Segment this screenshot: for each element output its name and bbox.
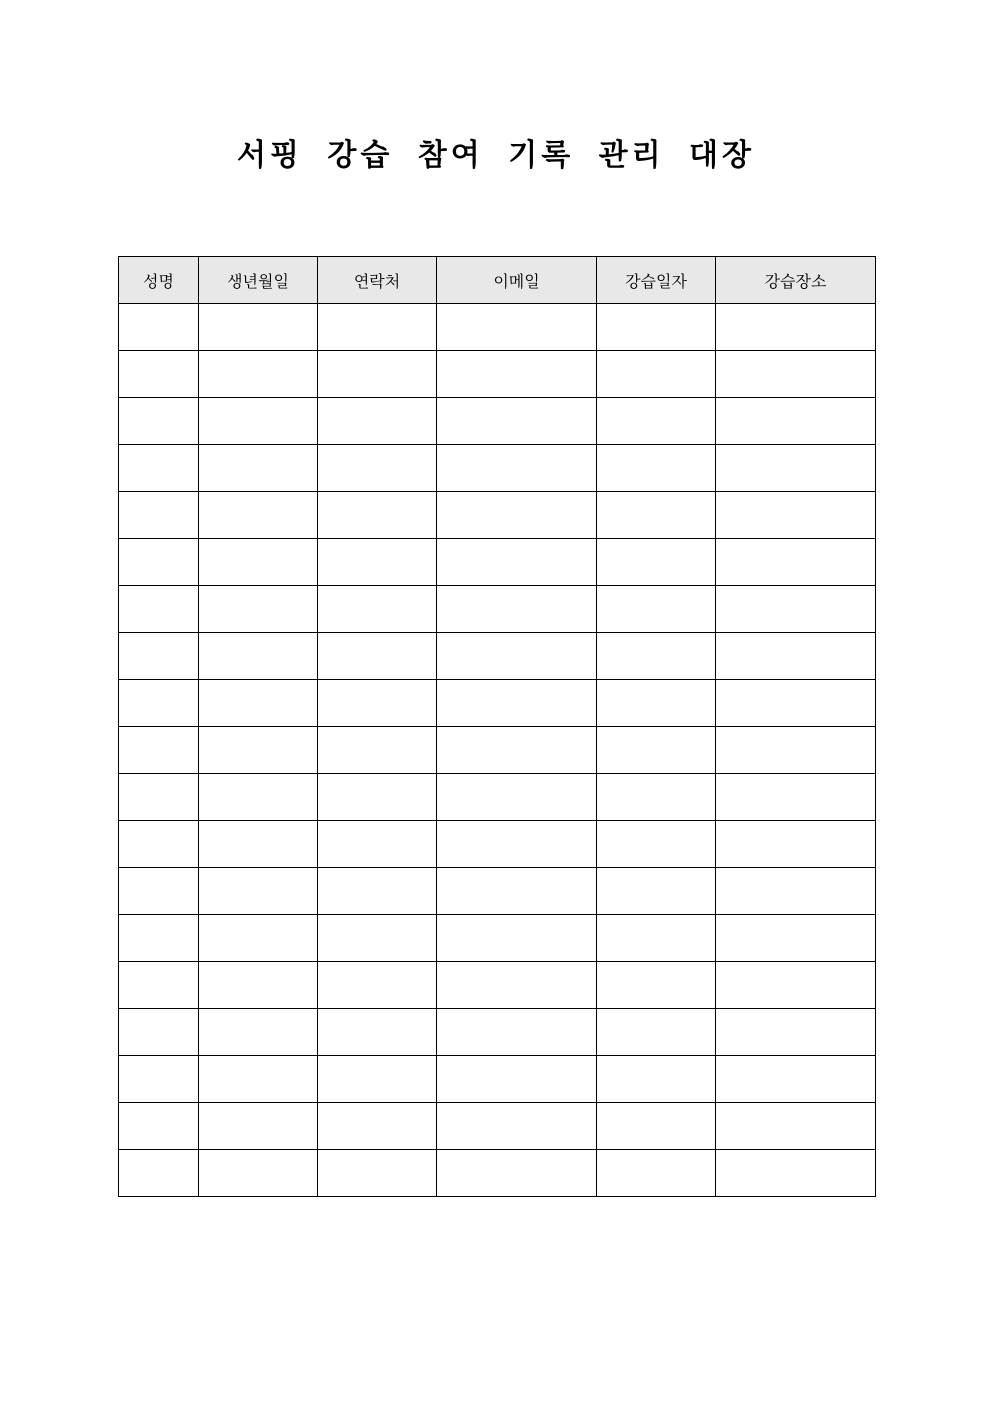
birthdate-cell[interactable] bbox=[199, 351, 318, 398]
lesson-location-cell[interactable] bbox=[716, 351, 876, 398]
name-cell[interactable] bbox=[119, 868, 199, 915]
lesson-location-cell[interactable] bbox=[716, 492, 876, 539]
contact-cell[interactable] bbox=[318, 586, 437, 633]
contact-cell[interactable] bbox=[318, 915, 437, 962]
contact-cell[interactable] bbox=[318, 680, 437, 727]
lesson-location-cell[interactable] bbox=[716, 304, 876, 351]
table-row bbox=[119, 398, 876, 445]
column-header-email: 이메일 bbox=[437, 257, 597, 304]
lesson-date-cell[interactable] bbox=[597, 821, 716, 868]
birthdate-cell[interactable] bbox=[199, 304, 318, 351]
contact-cell[interactable] bbox=[318, 1150, 437, 1197]
column-header-birthdate: 생년월일 bbox=[199, 257, 318, 304]
table-row bbox=[119, 351, 876, 398]
contact-cell[interactable] bbox=[318, 351, 437, 398]
email-cell[interactable] bbox=[437, 633, 597, 680]
column-header-lesson-date: 강습일자 bbox=[597, 257, 716, 304]
contact-cell[interactable] bbox=[318, 492, 437, 539]
contact-cell[interactable] bbox=[318, 1009, 437, 1056]
contact-cell[interactable] bbox=[318, 539, 437, 586]
birthdate-cell[interactable] bbox=[199, 868, 318, 915]
table-header-row bbox=[119, 257, 876, 304]
lesson-location-cell[interactable] bbox=[716, 1150, 876, 1197]
email-cell[interactable] bbox=[437, 868, 597, 915]
lesson-location-cell[interactable] bbox=[716, 539, 876, 586]
lesson-date-cell[interactable] bbox=[597, 1009, 716, 1056]
table-row bbox=[119, 1056, 876, 1103]
email-cell[interactable] bbox=[437, 774, 597, 821]
name-cell[interactable] bbox=[119, 727, 199, 774]
contact-cell[interactable] bbox=[318, 868, 437, 915]
lesson-date-cell[interactable] bbox=[597, 1056, 716, 1103]
birthdate-cell[interactable] bbox=[199, 774, 318, 821]
lesson-location-cell[interactable] bbox=[716, 774, 876, 821]
email-cell[interactable] bbox=[437, 1009, 597, 1056]
column-header-name: 성명 bbox=[119, 257, 199, 304]
lesson-location-cell[interactable] bbox=[716, 1009, 876, 1056]
name-cell[interactable] bbox=[119, 1103, 199, 1150]
table-row bbox=[119, 304, 876, 351]
lesson-date-cell[interactable] bbox=[597, 492, 716, 539]
lesson-date-cell[interactable] bbox=[597, 304, 716, 351]
table-row bbox=[119, 539, 876, 586]
table-row bbox=[119, 492, 876, 539]
lesson-location-cell[interactable] bbox=[716, 680, 876, 727]
email-cell[interactable] bbox=[437, 727, 597, 774]
table-row bbox=[119, 586, 876, 633]
birthdate-cell[interactable] bbox=[199, 962, 318, 1009]
table-row bbox=[119, 868, 876, 915]
contact-cell[interactable] bbox=[318, 1056, 437, 1103]
lesson-location-cell[interactable] bbox=[716, 915, 876, 962]
table-row bbox=[119, 1009, 876, 1056]
contact-cell[interactable] bbox=[318, 398, 437, 445]
name-cell[interactable] bbox=[119, 821, 199, 868]
name-cell[interactable] bbox=[119, 586, 199, 633]
contact-cell[interactable] bbox=[318, 962, 437, 1009]
lesson-date-cell[interactable] bbox=[597, 680, 716, 727]
table-row bbox=[119, 445, 876, 492]
table-body bbox=[119, 304, 876, 1197]
contact-cell[interactable] bbox=[318, 774, 437, 821]
birthdate-cell[interactable] bbox=[199, 915, 318, 962]
lesson-location-cell[interactable] bbox=[716, 445, 876, 492]
lesson-date-cell[interactable] bbox=[597, 1103, 716, 1150]
lesson-date-cell[interactable] bbox=[597, 1150, 716, 1197]
name-cell[interactable] bbox=[119, 1150, 199, 1197]
table-row bbox=[119, 633, 876, 680]
email-cell[interactable] bbox=[437, 821, 597, 868]
lesson-date-cell[interactable] bbox=[597, 915, 716, 962]
table-row bbox=[119, 821, 876, 868]
birthdate-cell[interactable] bbox=[199, 821, 318, 868]
birthdate-cell[interactable] bbox=[199, 727, 318, 774]
name-cell[interactable] bbox=[119, 962, 199, 1009]
table-row bbox=[119, 727, 876, 774]
name-cell[interactable] bbox=[119, 351, 199, 398]
name-cell[interactable] bbox=[119, 445, 199, 492]
name-cell[interactable] bbox=[119, 492, 199, 539]
email-cell[interactable] bbox=[437, 445, 597, 492]
birthdate-cell[interactable] bbox=[199, 1150, 318, 1197]
name-cell[interactable] bbox=[119, 539, 199, 586]
name-cell[interactable] bbox=[119, 1056, 199, 1103]
column-header-lesson-location: 강습장소 bbox=[716, 257, 876, 304]
lesson-location-cell[interactable] bbox=[716, 398, 876, 445]
table-row bbox=[119, 915, 876, 962]
contact-cell[interactable] bbox=[318, 445, 437, 492]
name-cell[interactable] bbox=[119, 680, 199, 727]
lesson-location-cell[interactable] bbox=[716, 1056, 876, 1103]
email-cell[interactable] bbox=[437, 492, 597, 539]
birthdate-cell[interactable] bbox=[199, 398, 318, 445]
lesson-date-cell[interactable] bbox=[597, 774, 716, 821]
email-cell[interactable] bbox=[437, 1103, 597, 1150]
table-row bbox=[119, 774, 876, 821]
lesson-date-cell[interactable] bbox=[597, 445, 716, 492]
birthdate-cell[interactable] bbox=[199, 1056, 318, 1103]
birthdate-cell[interactable] bbox=[199, 680, 318, 727]
contact-cell[interactable] bbox=[318, 633, 437, 680]
lesson-location-cell[interactable] bbox=[716, 1103, 876, 1150]
lesson-date-cell[interactable] bbox=[597, 539, 716, 586]
email-cell[interactable] bbox=[437, 680, 597, 727]
contact-cell[interactable] bbox=[318, 304, 437, 351]
table-row bbox=[119, 1150, 876, 1197]
table-row bbox=[119, 962, 876, 1009]
participation-record-table bbox=[118, 256, 876, 1197]
email-cell[interactable] bbox=[437, 1056, 597, 1103]
lesson-date-cell[interactable] bbox=[597, 633, 716, 680]
lesson-date-cell[interactable] bbox=[597, 727, 716, 774]
email-cell[interactable] bbox=[437, 1150, 597, 1197]
email-cell[interactable] bbox=[437, 539, 597, 586]
lesson-location-cell[interactable] bbox=[716, 868, 876, 915]
birthdate-cell[interactable] bbox=[199, 633, 318, 680]
email-cell[interactable] bbox=[437, 351, 597, 398]
lesson-location-cell[interactable] bbox=[716, 586, 876, 633]
name-cell[interactable] bbox=[119, 1009, 199, 1056]
contact-cell[interactable] bbox=[318, 727, 437, 774]
birthdate-cell[interactable] bbox=[199, 445, 318, 492]
lesson-location-cell[interactable] bbox=[716, 962, 876, 1009]
lesson-location-cell[interactable] bbox=[716, 633, 876, 680]
birthdate-cell[interactable] bbox=[199, 492, 318, 539]
lesson-date-cell[interactable] bbox=[597, 962, 716, 1009]
name-cell[interactable] bbox=[119, 915, 199, 962]
contact-cell[interactable] bbox=[318, 821, 437, 868]
email-cell[interactable] bbox=[437, 398, 597, 445]
table-row bbox=[119, 680, 876, 727]
lesson-location-cell[interactable] bbox=[716, 821, 876, 868]
column-header-contact: 연락처 bbox=[318, 257, 437, 304]
lesson-date-cell[interactable] bbox=[597, 351, 716, 398]
contact-cell[interactable] bbox=[318, 1103, 437, 1150]
birthdate-cell[interactable] bbox=[199, 539, 318, 586]
email-cell[interactable] bbox=[437, 586, 597, 633]
birthdate-cell[interactable] bbox=[199, 1103, 318, 1150]
email-cell[interactable] bbox=[437, 962, 597, 1009]
name-cell[interactable] bbox=[119, 774, 199, 821]
lesson-date-cell[interactable] bbox=[597, 868, 716, 915]
birthdate-cell[interactable] bbox=[199, 1009, 318, 1056]
email-cell[interactable] bbox=[437, 915, 597, 962]
document-title: 서핑 강습 참여 기록 관리 대장 bbox=[237, 138, 755, 173]
name-cell[interactable] bbox=[119, 398, 199, 445]
name-cell[interactable] bbox=[119, 633, 199, 680]
table-row bbox=[119, 1103, 876, 1150]
lesson-location-cell[interactable] bbox=[716, 727, 876, 774]
lesson-date-cell[interactable] bbox=[597, 586, 716, 633]
name-cell[interactable] bbox=[119, 304, 199, 351]
email-cell[interactable] bbox=[437, 304, 597, 351]
lesson-date-cell[interactable] bbox=[597, 398, 716, 445]
birthdate-cell[interactable] bbox=[199, 586, 318, 633]
